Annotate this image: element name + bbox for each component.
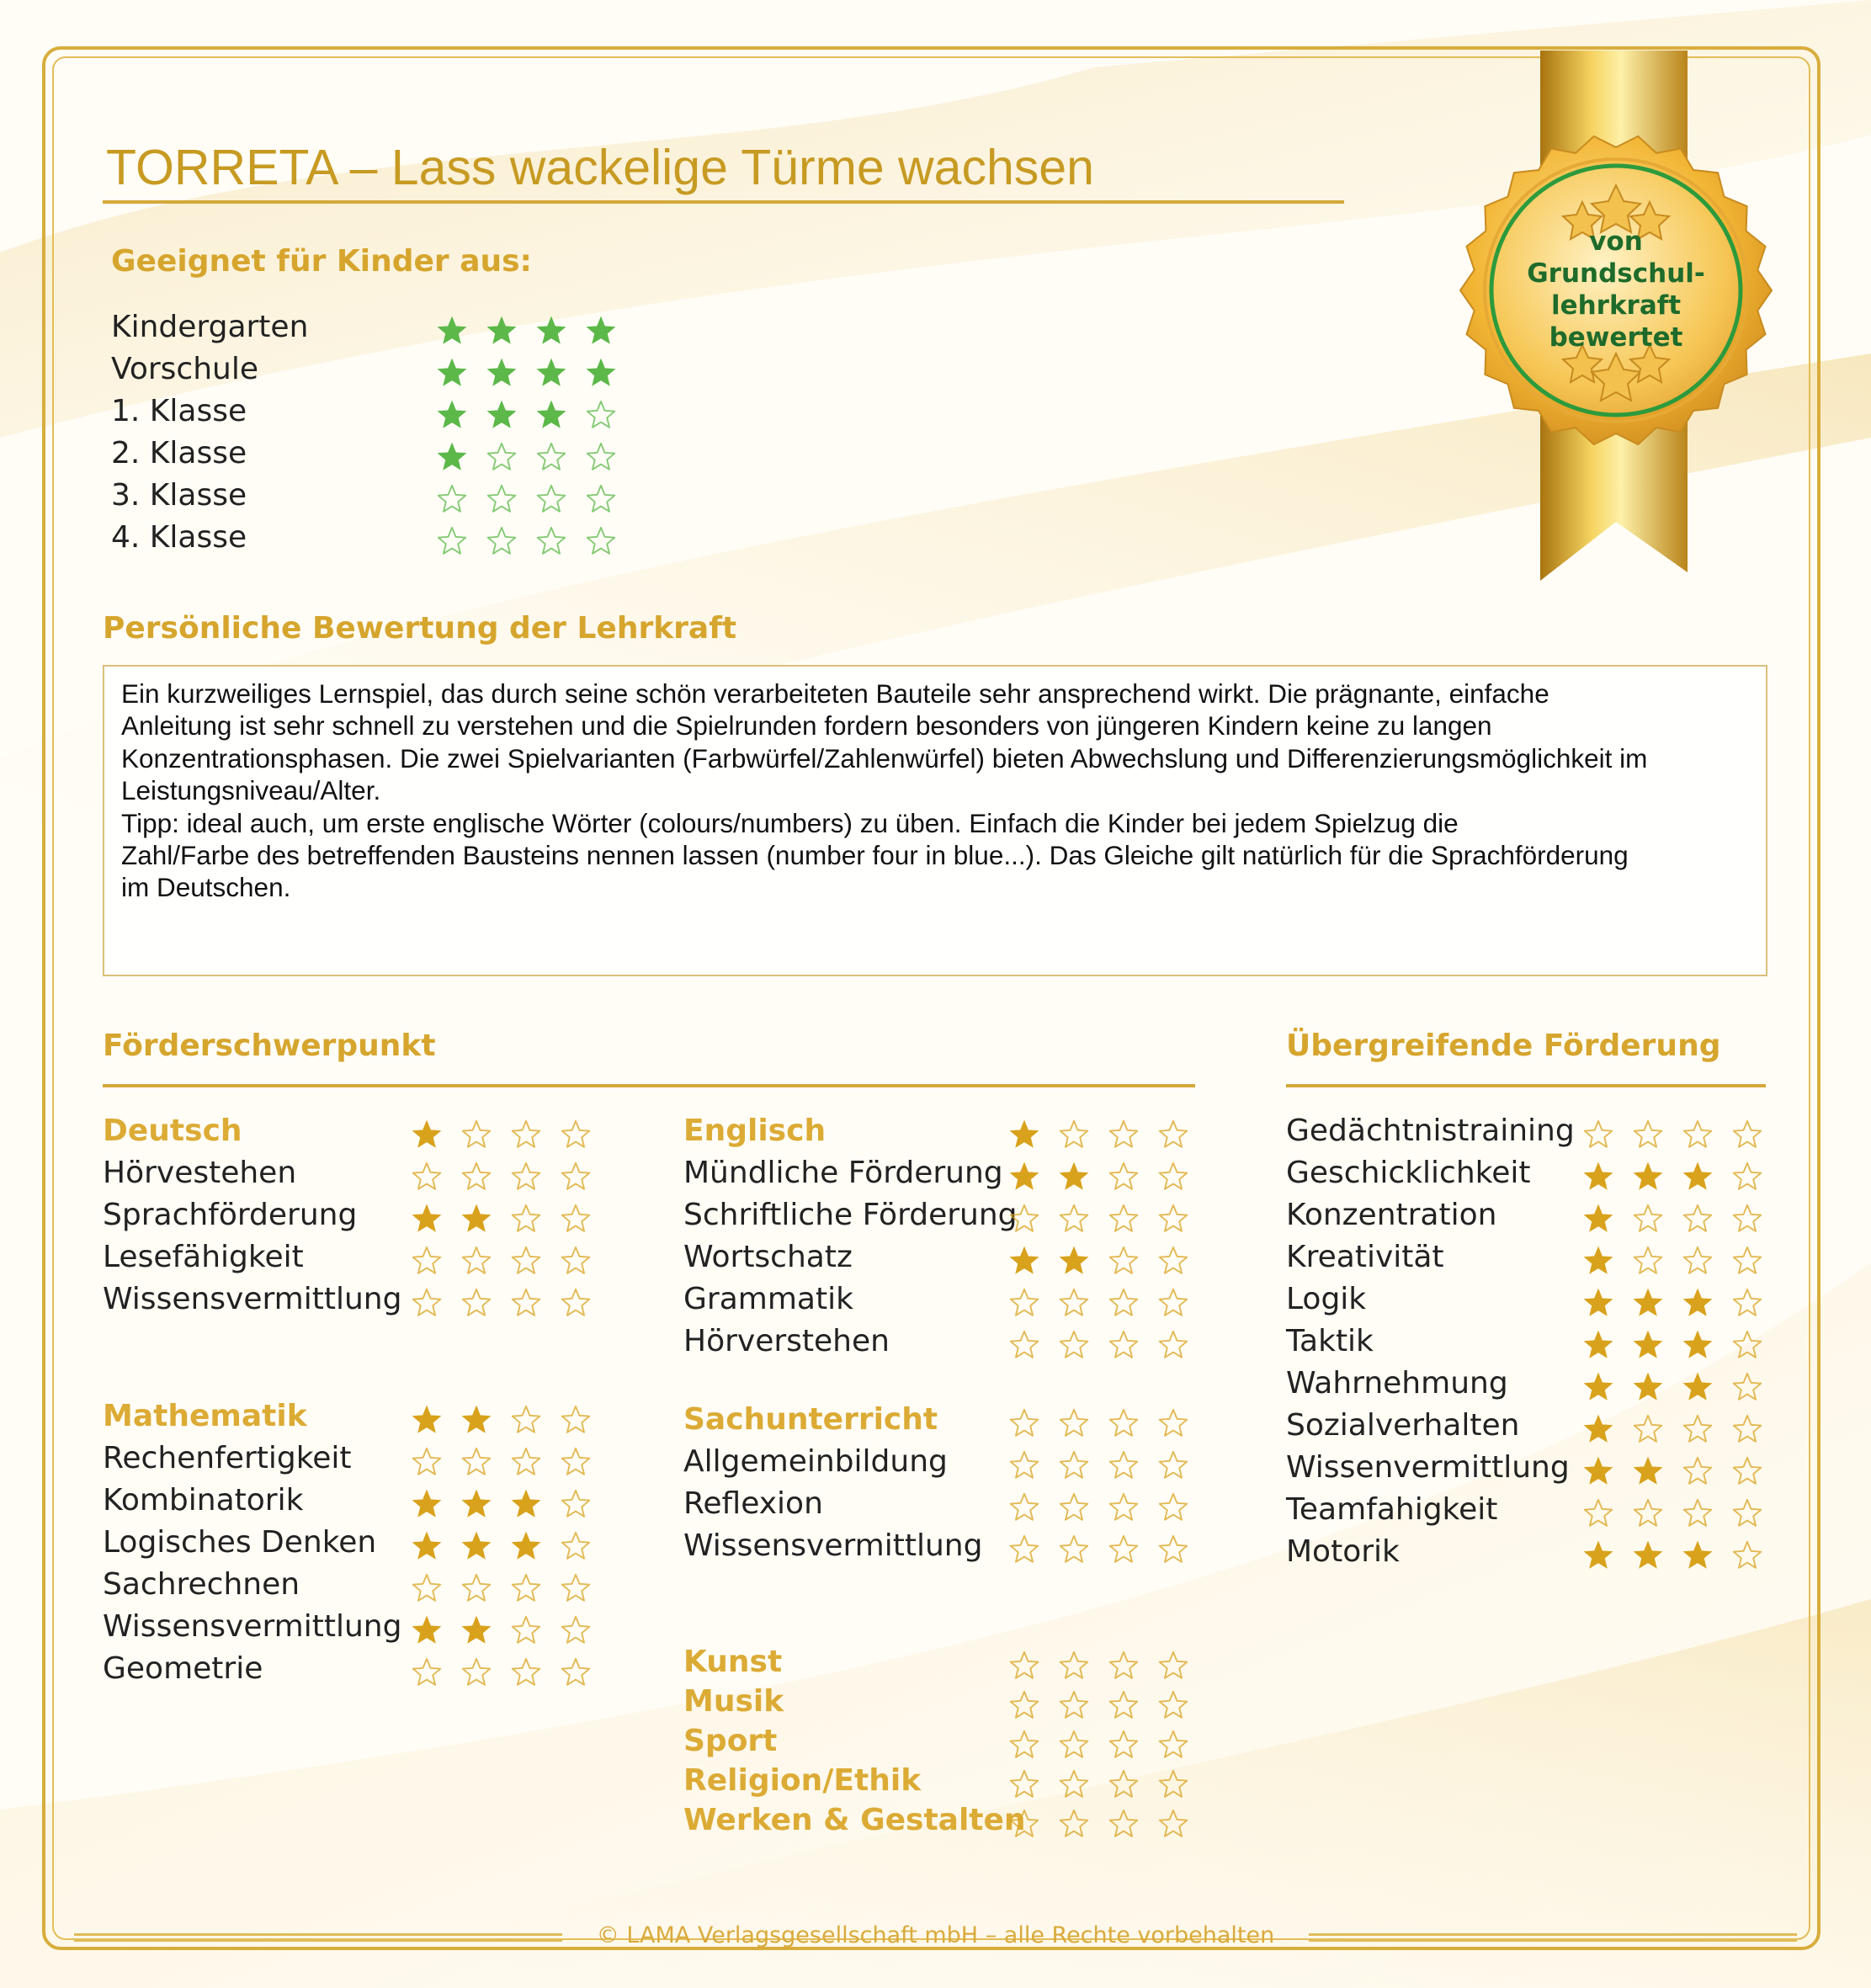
star-empty-icon — [510, 1242, 560, 1279]
star-filled-icon — [1058, 1242, 1108, 1279]
star-empty-icon — [560, 1284, 609, 1321]
star-filled-icon — [1632, 1537, 1682, 1574]
star-empty-icon — [1682, 1200, 1731, 1237]
star-empty-icon — [1008, 1447, 1058, 1484]
star-filled-icon — [411, 1612, 460, 1649]
star-filled-icon — [1008, 1158, 1058, 1195]
star-empty-icon — [510, 1200, 560, 1237]
star-rating — [436, 354, 635, 391]
star-rating — [1582, 1200, 1781, 1237]
star-filled-icon — [1008, 1242, 1058, 1279]
star-empty-icon — [585, 481, 635, 518]
star-filled-icon — [411, 1528, 460, 1565]
star-filled-icon — [535, 396, 585, 433]
star-empty-icon — [411, 1443, 460, 1480]
star-filled-icon — [486, 312, 535, 349]
star-empty-icon — [560, 1443, 609, 1480]
general-heading: Übergreifende Förderung — [1286, 1029, 1721, 1063]
star-empty-icon — [486, 481, 535, 518]
star-filled-icon — [1632, 1453, 1682, 1490]
star-filled-icon — [1632, 1284, 1682, 1321]
star-empty-icon — [510, 1654, 560, 1691]
star-empty-icon — [460, 1570, 510, 1607]
star-empty-icon — [411, 1284, 460, 1321]
star-empty-icon — [1058, 1116, 1108, 1153]
star-empty-icon — [1731, 1537, 1781, 1574]
rating-label: Hörvestehen — [103, 1156, 297, 1190]
star-empty-icon — [1058, 1447, 1108, 1484]
star-empty-icon — [1108, 1200, 1157, 1237]
star-rating — [1008, 1405, 1207, 1442]
star-empty-icon — [510, 1570, 560, 1607]
star-empty-icon — [1632, 1495, 1682, 1532]
star-empty-icon — [1108, 1805, 1157, 1842]
star-filled-icon — [1682, 1369, 1731, 1406]
star-empty-icon — [1008, 1687, 1058, 1724]
star-filled-icon — [510, 1528, 560, 1565]
star-empty-icon — [1731, 1242, 1781, 1279]
focus-divider — [103, 1084, 1195, 1087]
star-rating — [411, 1486, 609, 1523]
copyright-footer: © LAMA Verlagsgesellschaft mbH – alle Rechte vorbehalten — [596, 1922, 1275, 1948]
rating-label: Wissensvermittlung — [683, 1528, 983, 1563]
star-rating — [1582, 1116, 1781, 1153]
star-rating — [411, 1528, 609, 1565]
star-empty-icon — [1008, 1647, 1058, 1684]
star-filled-icon — [460, 1612, 510, 1649]
star-empty-icon — [1108, 1687, 1157, 1724]
star-empty-icon — [585, 396, 635, 433]
star-empty-icon — [510, 1401, 560, 1438]
star-filled-icon — [436, 396, 486, 433]
star-empty-icon — [1108, 1284, 1157, 1321]
star-empty-icon — [1731, 1411, 1781, 1448]
suitability-heading: Geeignet für Kinder aus: — [111, 244, 532, 279]
star-filled-icon — [1582, 1326, 1632, 1363]
star-empty-icon — [1008, 1531, 1058, 1568]
star-rating — [1582, 1326, 1781, 1363]
star-rating — [1582, 1495, 1781, 1532]
star-filled-icon — [436, 312, 486, 349]
rating-label: Wissensvermittlung — [103, 1282, 402, 1316]
star-empty-icon — [1008, 1726, 1058, 1763]
star-empty-icon — [1157, 1687, 1207, 1724]
star-empty-icon — [1058, 1805, 1108, 1842]
star-rating — [411, 1158, 609, 1195]
star-filled-icon — [1632, 1158, 1682, 1195]
star-empty-icon — [1157, 1805, 1207, 1842]
star-empty-icon — [1108, 1116, 1157, 1153]
star-filled-icon — [1682, 1537, 1731, 1574]
general-divider — [1286, 1084, 1766, 1087]
star-rating — [411, 1401, 609, 1438]
star-rating — [411, 1116, 609, 1153]
star-filled-icon — [1682, 1284, 1731, 1321]
star-rating — [436, 312, 635, 349]
star-filled-icon — [535, 354, 585, 391]
star-rating — [1008, 1766, 1207, 1803]
star-empty-icon — [1157, 1531, 1207, 1568]
category-label: Musik — [683, 1684, 784, 1719]
rating-label: 2. Klasse — [111, 436, 247, 470]
rating-label: 3. Klasse — [111, 478, 247, 513]
star-filled-icon — [1632, 1326, 1682, 1363]
star-filled-icon — [510, 1486, 560, 1523]
star-filled-icon — [411, 1401, 460, 1438]
star-empty-icon — [1058, 1766, 1108, 1803]
star-empty-icon — [1157, 1116, 1207, 1153]
star-empty-icon — [1108, 1405, 1157, 1442]
star-empty-icon — [560, 1570, 609, 1607]
rating-label: Rechenfertigkeit — [103, 1441, 352, 1475]
star-empty-icon — [1157, 1726, 1207, 1763]
star-filled-icon — [1582, 1158, 1632, 1195]
star-empty-icon — [1157, 1200, 1207, 1237]
star-empty-icon — [460, 1242, 510, 1279]
star-empty-icon — [585, 439, 635, 476]
focus-heading: Förderschwerpunkt — [103, 1029, 436, 1063]
rating-label: Kindergarten — [111, 310, 309, 344]
rating-label: Wissensvermittlung — [103, 1609, 402, 1644]
star-empty-icon — [510, 1612, 560, 1649]
star-empty-icon — [1682, 1453, 1731, 1490]
star-empty-icon — [486, 439, 535, 476]
star-empty-icon — [1008, 1284, 1058, 1321]
star-empty-icon — [1731, 1200, 1781, 1237]
page-title: TORRETA – Lass wackelige Türme wachsen — [106, 140, 1094, 195]
star-empty-icon — [486, 523, 535, 560]
star-filled-icon — [1582, 1284, 1632, 1321]
star-empty-icon — [1058, 1531, 1108, 1568]
star-empty-icon — [1632, 1200, 1682, 1237]
star-empty-icon — [1008, 1200, 1058, 1237]
star-empty-icon — [560, 1401, 609, 1438]
star-empty-icon — [1731, 1369, 1781, 1406]
star-rating — [411, 1570, 609, 1607]
star-empty-icon — [560, 1612, 609, 1649]
star-filled-icon — [436, 439, 486, 476]
rating-label: Sprachförderung — [103, 1198, 358, 1232]
star-empty-icon — [1108, 1242, 1157, 1279]
star-empty-icon — [510, 1158, 560, 1195]
star-rating — [1582, 1242, 1781, 1279]
star-empty-icon — [1731, 1495, 1781, 1532]
rating-label: Lesefähigkeit — [103, 1240, 304, 1274]
star-empty-icon — [535, 481, 585, 518]
rating-label: Wissenvermittlung — [1286, 1450, 1570, 1485]
star-empty-icon — [460, 1284, 510, 1321]
rating-label: Logik — [1286, 1282, 1367, 1316]
star-filled-icon — [585, 312, 635, 349]
star-rating — [1582, 1453, 1781, 1490]
star-rating — [436, 523, 635, 560]
rating-label: Mündliche Förderung — [683, 1156, 1003, 1190]
review-box — [103, 665, 1767, 976]
rating-label: Hörverstehen — [683, 1324, 890, 1358]
star-empty-icon — [1008, 1766, 1058, 1803]
star-filled-icon — [411, 1200, 460, 1237]
star-empty-icon — [585, 523, 635, 560]
star-empty-icon — [1157, 1405, 1207, 1442]
rating-label: Geschicklichkeit — [1286, 1156, 1531, 1190]
star-filled-icon — [460, 1401, 510, 1438]
star-rating — [411, 1612, 609, 1649]
star-rating — [1008, 1326, 1207, 1363]
star-empty-icon — [1632, 1411, 1682, 1448]
star-rating — [1008, 1200, 1207, 1237]
rating-label: 4. Klasse — [111, 520, 247, 555]
rating-label: Wahrnehmung — [1286, 1366, 1508, 1401]
star-rating — [436, 396, 635, 433]
star-empty-icon — [436, 523, 486, 560]
review-heading: Persönliche Bewertung der Lehrkraft — [103, 611, 737, 646]
star-empty-icon — [560, 1242, 609, 1279]
star-empty-icon — [1108, 1531, 1157, 1568]
category-label: Religion/Ethik — [683, 1763, 922, 1798]
star-empty-icon — [436, 481, 486, 518]
star-empty-icon — [1632, 1242, 1682, 1279]
star-empty-icon — [1058, 1326, 1108, 1363]
star-empty-icon — [411, 1242, 460, 1279]
category-label: Mathematik — [103, 1399, 307, 1433]
star-filled-icon — [1682, 1158, 1731, 1195]
rating-label: Kreativität — [1286, 1240, 1444, 1274]
title-divider — [103, 200, 1344, 204]
star-rating — [411, 1200, 609, 1237]
star-empty-icon — [1157, 1447, 1207, 1484]
category-label: Kunst — [683, 1645, 783, 1679]
star-empty-icon — [1682, 1411, 1731, 1448]
star-empty-icon — [1058, 1726, 1108, 1763]
star-filled-icon — [1008, 1116, 1058, 1153]
star-filled-icon — [535, 312, 585, 349]
star-empty-icon — [1058, 1405, 1108, 1442]
star-empty-icon — [560, 1158, 609, 1195]
rating-label: Sozialverhalten — [1286, 1408, 1520, 1443]
star-empty-icon — [510, 1116, 560, 1153]
star-filled-icon — [486, 396, 535, 433]
star-filled-icon — [460, 1200, 510, 1237]
category-label: Sport — [683, 1724, 778, 1758]
star-rating — [1582, 1411, 1781, 1448]
star-filled-icon — [585, 354, 635, 391]
star-rating — [1008, 1158, 1207, 1195]
rating-label: Motorik — [1286, 1534, 1400, 1569]
badge-line-1: von — [1589, 226, 1643, 257]
rating-label: Gedächtnistraining — [1286, 1114, 1575, 1148]
star-empty-icon — [510, 1443, 560, 1480]
star-empty-icon — [460, 1654, 510, 1691]
rating-label: Sachrechnen — [103, 1567, 300, 1602]
star-filled-icon — [1582, 1453, 1632, 1490]
star-empty-icon — [1157, 1284, 1207, 1321]
star-empty-icon — [1108, 1726, 1157, 1763]
rating-label: Kombinatorik — [103, 1483, 304, 1518]
rating-label: Geometrie — [103, 1651, 263, 1686]
star-empty-icon — [560, 1200, 609, 1237]
star-rating — [411, 1284, 609, 1321]
star-rating — [436, 439, 635, 476]
rating-label: Reflexion — [683, 1486, 823, 1521]
star-empty-icon — [1582, 1116, 1632, 1153]
star-rating — [1008, 1687, 1207, 1724]
star-empty-icon — [535, 439, 585, 476]
star-rating — [411, 1242, 609, 1279]
star-filled-icon — [1682, 1326, 1731, 1363]
rating-label: Schriftliche Förderung — [683, 1198, 1018, 1232]
star-empty-icon — [411, 1570, 460, 1607]
star-empty-icon — [1632, 1116, 1682, 1153]
star-rating — [1008, 1726, 1207, 1763]
star-empty-icon — [1157, 1489, 1207, 1526]
star-empty-icon — [560, 1486, 609, 1523]
star-filled-icon — [1582, 1200, 1632, 1237]
star-rating — [1008, 1805, 1207, 1842]
star-empty-icon — [1058, 1647, 1108, 1684]
star-empty-icon — [1731, 1284, 1781, 1321]
star-filled-icon — [411, 1116, 460, 1153]
star-empty-icon — [1582, 1495, 1632, 1532]
star-rating — [1008, 1647, 1207, 1684]
star-filled-icon — [1632, 1369, 1682, 1406]
star-filled-icon — [486, 354, 535, 391]
rating-label: Vorschule — [111, 352, 258, 386]
star-empty-icon — [460, 1116, 510, 1153]
category-label: Sachunterricht — [683, 1402, 938, 1437]
star-rating — [1008, 1116, 1207, 1153]
star-empty-icon — [1157, 1647, 1207, 1684]
star-empty-icon — [1157, 1766, 1207, 1803]
star-empty-icon — [1108, 1766, 1157, 1803]
star-filled-icon — [1058, 1158, 1108, 1195]
star-rating — [1008, 1284, 1207, 1321]
star-rating — [1582, 1537, 1781, 1574]
star-empty-icon — [1731, 1326, 1781, 1363]
star-empty-icon — [1008, 1805, 1058, 1842]
star-empty-icon — [1731, 1158, 1781, 1195]
rating-label: Logisches Denken — [103, 1525, 377, 1560]
star-filled-icon — [1582, 1411, 1632, 1448]
star-rating — [1008, 1242, 1207, 1279]
rating-label: Allgemeinbildung — [683, 1444, 948, 1479]
star-empty-icon — [1008, 1405, 1058, 1442]
badge-line-4: bewertet — [1549, 322, 1683, 353]
star-filled-icon — [1582, 1537, 1632, 1574]
star-empty-icon — [1731, 1453, 1781, 1490]
star-rating — [1582, 1369, 1781, 1406]
star-empty-icon — [411, 1654, 460, 1691]
star-rating — [411, 1443, 609, 1480]
category-label: Deutsch — [103, 1114, 242, 1148]
category-label: Werken & Gestalten — [683, 1803, 1026, 1837]
star-rating — [411, 1654, 609, 1691]
rating-label: Grammatik — [683, 1282, 853, 1316]
star-empty-icon — [1108, 1647, 1157, 1684]
star-filled-icon — [460, 1528, 510, 1565]
rating-badge — [1439, 50, 1793, 589]
star-empty-icon — [1058, 1200, 1108, 1237]
star-empty-icon — [1157, 1242, 1207, 1279]
star-rating — [1008, 1531, 1207, 1568]
star-filled-icon — [1582, 1242, 1632, 1279]
star-empty-icon — [1058, 1687, 1108, 1724]
star-empty-icon — [1008, 1326, 1058, 1363]
star-empty-icon — [1058, 1284, 1108, 1321]
star-empty-icon — [1682, 1116, 1731, 1153]
rating-label: Taktik — [1286, 1324, 1374, 1358]
rating-label: 1. Klasse — [111, 394, 247, 428]
star-rating — [1582, 1158, 1781, 1195]
star-empty-icon — [411, 1158, 460, 1195]
review-text: Ein kurzweiliges Lernspiel, das durch seine schön verarbeiteten Bauteile sehr ansprechend wirkt. Die prägnante, einfache Anleitung ist sehr schnell zu verstehen und die Spielrunden fordern besonders von jüngeren Kindern keine zu langen Konzentrationsphasen. Die zwei Spielvarianten (Farbwürfel/Zahlenwürfel) bieten Abwechslung und Differenzierungsmöglichkeit im Leistungsniveau/Alter. Tipp: ideal auch, um erste englische Wörter (colours/numbers) zu üben. Einfach die Kinder bei jedem Spielzug die Zahl/Farbe des betreffenden Bausteins nennen lassen (number four in blue...). Das Gleiche gilt natürlich für die Sprachförderung im Deutschen. — [121, 678, 1648, 903]
category-label: Englisch — [683, 1114, 827, 1148]
star-empty-icon — [560, 1116, 609, 1153]
star-empty-icon — [1682, 1495, 1731, 1532]
star-empty-icon — [1108, 1326, 1157, 1363]
rating-label: Konzentration — [1286, 1198, 1497, 1232]
star-empty-icon — [1108, 1489, 1157, 1526]
star-empty-icon — [460, 1158, 510, 1195]
star-empty-icon — [1731, 1116, 1781, 1153]
star-empty-icon — [1682, 1242, 1731, 1279]
star-empty-icon — [510, 1284, 560, 1321]
badge-line-3: lehrkraft — [1550, 290, 1682, 321]
rating-label: Wortschatz — [683, 1240, 853, 1274]
star-filled-icon — [460, 1486, 510, 1523]
star-empty-icon — [560, 1528, 609, 1565]
star-empty-icon — [535, 523, 585, 560]
star-empty-icon — [560, 1654, 609, 1691]
star-empty-icon — [1157, 1326, 1207, 1363]
star-filled-icon — [436, 354, 486, 391]
star-empty-icon — [460, 1443, 510, 1480]
star-rating — [436, 481, 635, 518]
star-rating — [1582, 1284, 1781, 1321]
star-empty-icon — [1157, 1158, 1207, 1195]
star-empty-icon — [1008, 1489, 1058, 1526]
badge-line-2: Grundschul- — [1527, 258, 1705, 289]
star-empty-icon — [1058, 1489, 1108, 1526]
star-empty-icon — [1108, 1447, 1157, 1484]
star-rating — [1008, 1447, 1207, 1484]
star-filled-icon — [1582, 1369, 1632, 1406]
rating-label: Teamfahigkeit — [1286, 1492, 1498, 1527]
star-rating — [1008, 1489, 1207, 1526]
star-filled-icon — [411, 1486, 460, 1523]
star-empty-icon — [1108, 1158, 1157, 1195]
